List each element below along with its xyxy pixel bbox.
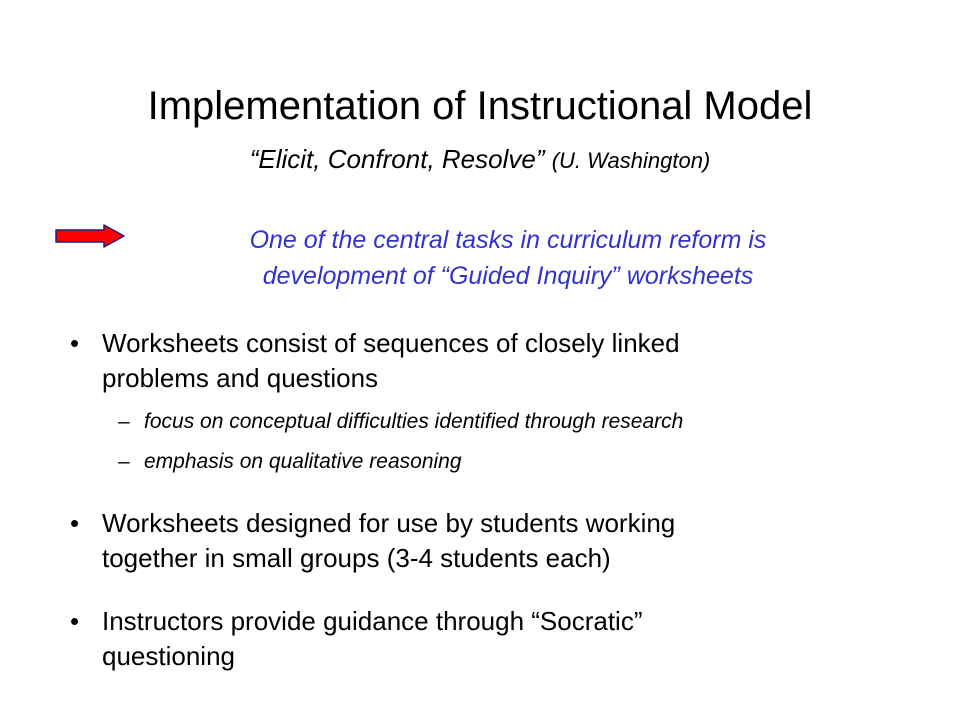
bullet-text (102, 506, 902, 576)
bullet-text (102, 604, 902, 674)
dash-marker: – (118, 410, 130, 433)
subtitle-model-name: “Elicit, Confront, Resolve” (249, 144, 545, 174)
bullet-line: Worksheets consist of sequences of closely linked (102, 328, 680, 358)
bullet-marker: • (70, 328, 80, 358)
subtitle-source: (U. Washington) (551, 148, 711, 173)
bullet-line: Worksheets designed for use by students working (102, 508, 676, 538)
sub-bullet-text: focus on conceptual difficulties identified through research (144, 410, 684, 433)
bullet-line: problems and questions (102, 363, 379, 393)
sub-bullet-text: emphasis on qualitative reasoning (144, 450, 462, 473)
bullet-text (102, 326, 902, 396)
callout-text (128, 222, 888, 294)
callout-line-2: development of “Guided Inquiry” worksheets (262, 262, 754, 290)
red-arrow-icon (54, 224, 126, 248)
bullet-line: questioning (102, 641, 235, 671)
bullet-line: together in small groups (3-4 students each) (102, 543, 611, 573)
callout-line-1: One of the central tasks in curriculum reform is (249, 226, 767, 254)
slide-title: Implementation of Instructional Model (147, 84, 813, 128)
dash-marker: – (118, 450, 130, 473)
bullet-marker: • (70, 606, 80, 636)
bullet-marker: • (70, 508, 80, 538)
slide-subtitle (0, 142, 960, 178)
bullet-line: Instructors provide guidance through “Socratic” (102, 606, 643, 636)
